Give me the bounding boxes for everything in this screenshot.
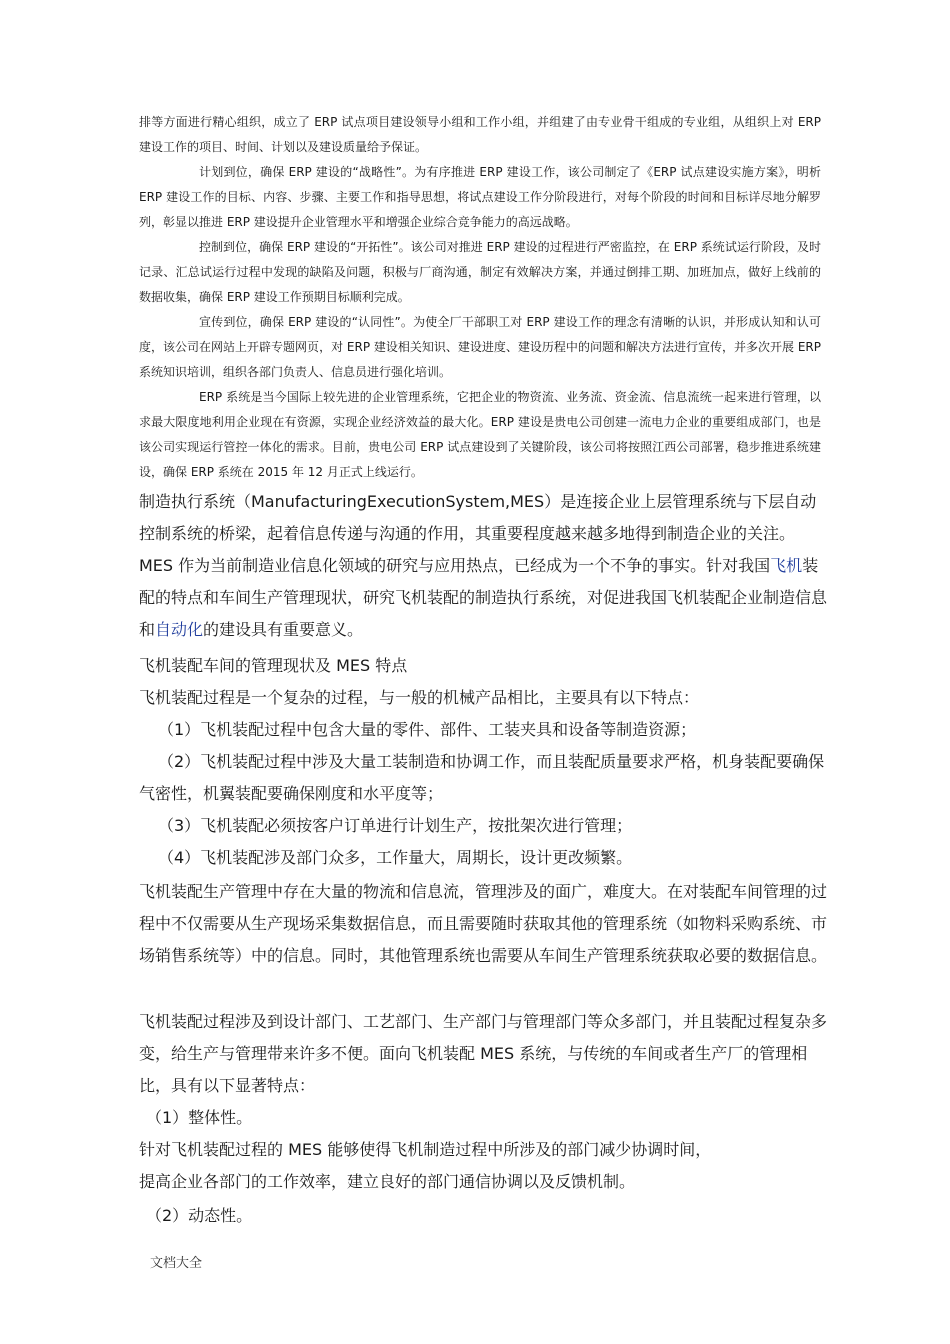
paragraph-control: 控制到位，确保 ERP 建设的“开拓性”。该公司对推进 ERP 建设的过程进行严密监控，在 ERP 系统试运行阶段，及时记录、汇总试运行过程中发现的缺陷及问题，积极与厂商沟通，制定有效解决方案，并通过倒排工期、加班加点，做好上线前的数据收集，确保 ERP 建设工作预期目标顺利完成。 xyxy=(139,240,821,304)
mes-intro-text-2: 装配的特点和车间生产管理现状，研究飞机装配的制造执行系统，对促进我国飞机装配企业制造信息和 xyxy=(139,556,828,639)
mes-intro-text-1: 制造执行系统（ManufacturingExecutionSystem,MES）是连接企业上层管理系统与下层自动控制系统的桥梁，起着信息传递与沟通的作用，其重要程度越来越多地得到制造企业的关注。MES 作为当前制造业信息化领域的研究与应用热点，已经成为一个不争的事实。针对我国 xyxy=(139,492,817,575)
page-footer: 文档大全 xyxy=(150,1256,203,1271)
feature-item-4: （4）飞机装配涉及部门众多，工作量大，周期长，设计更改频繁。 xyxy=(158,848,633,867)
link-aircraft[interactable]: 飞机 xyxy=(770,556,803,575)
paragraph-organization: 排等方面进行精心组织，成立了 ERP 试点项目建设领导小组和工作小组，并组建了由专业骨干组成的专业组，从组织上对 ERP 建设工作的项目、时间、计划以及建设质量给予保证。 xyxy=(139,115,821,154)
feature-item-3: （3）飞机装配必须按客户订单进行计划生产，按批架次进行管理； xyxy=(158,816,633,835)
paragraph-mes-intro xyxy=(139,486,829,646)
paragraph-publicity: 宣传到位，确保 ERP 建设的“认同性”。为使全厂干部职工对 ERP 建设工作的理念有清晰的认识，并形成认知和认可度，该公司在网站上开辟专题网页，对 ERP 建设相关知识、建设进度、建设历程中的问题和解决方法进行宣传，并多次开展 ERP 系统知识培训，组织各部门负责人、信息员进行强化培训。 xyxy=(139,315,821,379)
feature-item-2-text: （2）飞机装配过程中涉及大量工装制造和协调工作，而且装配质量要求严格，机身装配要确保气密性，机翼装配要确保刚度和水平度等； xyxy=(139,752,825,803)
feature-item-1: （1）飞机装配过程中包含大量的零件、部件、工装夹具和设备等制造资源； xyxy=(158,720,697,739)
paragraph-planning: 计划到位，确保 ERP 建设的“战略性”。为有序推进 ERP 建设工作，该公司制定了《ERP 试点建设实施方案》，明析 ERP 建设工作的目标、内容、步骤、主要工作和指导思想，将试点建设工作分阶段进行，对每个阶段的时间和目标详尽地分解罗列，彰显以推进 ERP 建设提升企业管理水平和增强企业综合竞争能力的高远战略。 xyxy=(139,165,821,229)
item-integrity-line-1: 针对飞机装配过程的 MES 能够使得飞机制造过程中所涉及的部门减少协调时间， xyxy=(139,1140,712,1159)
paragraph-erp-summary: ERP 系统是当今国际上较先进的企业管理系统，它把企业的物资流、业务流、资金流、信息流统一起来进行管理，以求最大限度地利用企业现在有资源，实现企业经济效益的最大化。ERP 建设是贵电公司创建一流电力企业的重要组成部门，也是该公司实现运行管控一体化的需求。目前，贵电公司 ERP 试点建设到了关键阶段，该公司将按照江西公司部署，稳步推进系统建设，确保 ERP 系统在 2015 年 12 月正式上线运行。 xyxy=(139,390,821,479)
item-integrity-title: （1）整体性。 xyxy=(146,1108,253,1127)
link-automation[interactable]: 自动化 xyxy=(155,620,204,639)
paragraph-management: 飞机装配生产管理中存在大量的物流和信息流，管理涉及的面广，难度大。在对装配车间管理的过程中不仅需要从生产现场采集数据信息，而且需要随时获取其他的管理系统（如物料采购系统、市场销售系统等）中的信息。同时，其他管理系统也需要从车间生产管理系统获取必要的数据信息。 xyxy=(139,882,828,965)
item-integrity-line-2: 提高企业各部门的工作效率，建立良好的部门通信协调以及反馈机制。 xyxy=(139,1172,636,1191)
item-dynamic-title: （2）动态性。 xyxy=(146,1206,253,1225)
mes-intro-text-3: 的建设具有重要意义。 xyxy=(203,620,364,639)
feature-item-2 xyxy=(139,746,829,810)
paragraph-features-intro: 飞机装配过程是一个复杂的过程，与一般的机械产品相比，主要具有以下特点： xyxy=(139,688,700,707)
section-heading: 飞机装配车间的管理现状及 MES 特点 xyxy=(139,656,408,675)
paragraph-departments: 飞机装配过程涉及到设计部门、工艺部门、生产部门与管理部门等众多部门，并且装配过程复杂多变，给生产与管理带来许多不便。面向飞机装配 MES 系统，与传统的车间或者生产厂的管理相比，具有以下显著特点： xyxy=(139,1012,828,1095)
